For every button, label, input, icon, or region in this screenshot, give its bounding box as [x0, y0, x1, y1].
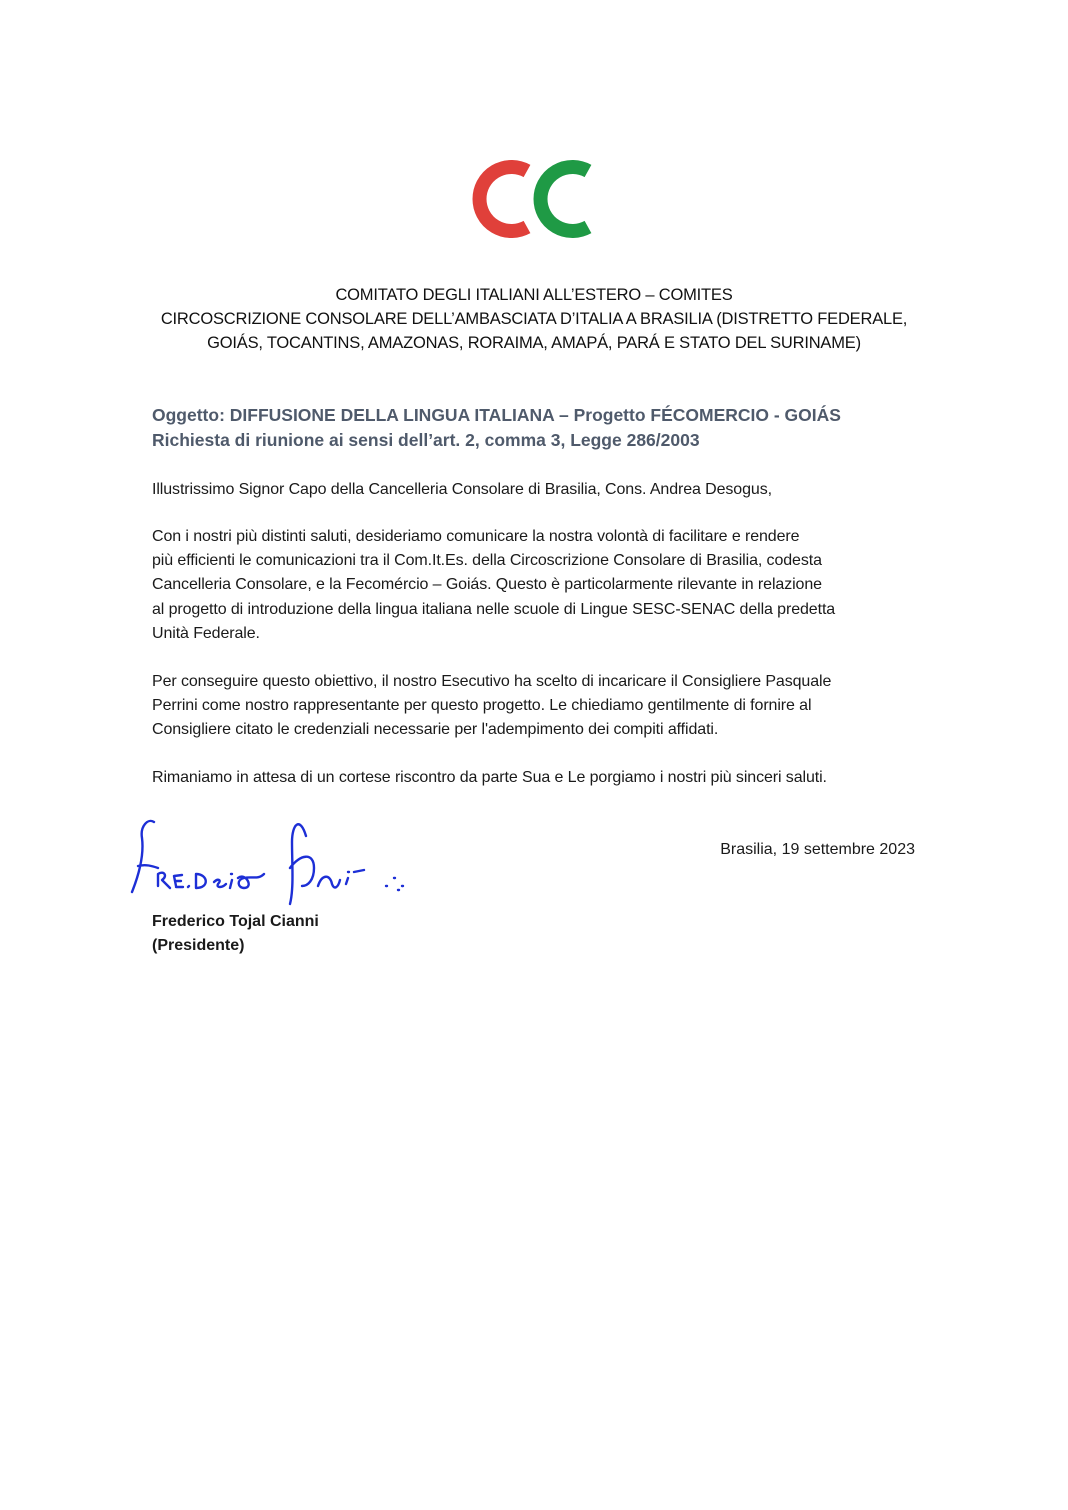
logo-red-arc [480, 167, 527, 231]
letterhead-line-3: GOIÁS, TOCANTINS, AMAZONAS, RORAIMA, AMAPÁ, PARÁ E STATO DEL SURINAME) [207, 334, 861, 352]
paragraph-2-line: Consigliere citato le credenziali necessarie per l'adempimento dei compiti affidati. [152, 721, 719, 739]
subject-line-1: Oggetto: DIFFUSIONE DELLA LINGUA ITALIANA – Progetto FÉCOMERCIO - GOIÁS [152, 405, 841, 425]
signer-role: (Presidente) [152, 937, 245, 954]
paragraph-1-line: Cancelleria Consolare, e la Fecomércio – Goiás. Questo è particolarmente rilevante in relazione [152, 576, 822, 594]
signer-block [152, 910, 319, 958]
comites-logo [472, 155, 598, 243]
handwritten-signature [118, 808, 418, 918]
letterhead-line-2: CIRCOSCRIZIONE CONSOLARE DELL’AMBASCIATA D’ITALIA A BRASILIA (DISTRETTO FEDERALE, [160, 310, 908, 328]
subject-line-2: Richiesta di riunione ai sensi dell’art. 2, comma 3, Legge 286/2003 [152, 430, 700, 450]
paragraph-1-line: al progetto di introduzione della lingua italiana nelle scuole di Lingue SESC-SENAC della predetta [152, 600, 836, 618]
paragraph-1-line: Con i nostri più distinti saluti, desideriamo comunicare la nostra volontà di facilitare e rendere [152, 528, 800, 545]
signer-name: Frederico Tojal Cianni [152, 913, 319, 930]
paragraph-2-line: Perrini come nostro rappresentante per questo progetto. Le chiediamo gentilmente di fornire al [152, 697, 812, 715]
letter-date: Brasilia, 19 settembre 2023 [720, 841, 915, 858]
salutation [152, 478, 922, 502]
paragraph-1 [152, 525, 922, 646]
paragraph-2-line: Per conseguire questo obiettivo, il nostro Esecutivo ha scelto di incaricare il Consigliere Pasquale [152, 673, 832, 690]
salutation-text: Illustrissimo Signor Capo della Cancelleria Consolare di Brasilia, Cons. Andrea Desogus, [152, 481, 772, 498]
letterhead [140, 283, 928, 355]
paragraph-1-line: Unità Federale. [152, 624, 260, 642]
paragraph-3 [152, 766, 922, 790]
paragraph-1-line: più efficienti le comunicazioni tra il Com.It.Es. della Circoscrizione Consolare di Brasilia, codesta [152, 552, 822, 570]
paragraph-3-line: Rimaniamo in attesa di un cortese riscontro da parte Sua e Le porgiamo i nostri più sinceri saluti. [152, 769, 827, 786]
subject-block [152, 403, 922, 453]
paragraph-2 [152, 670, 922, 743]
logo-green-arc [541, 167, 588, 231]
letterhead-line-1: COMITATO DEGLI ITALIANI ALL’ESTERO – COMITES [335, 286, 733, 304]
